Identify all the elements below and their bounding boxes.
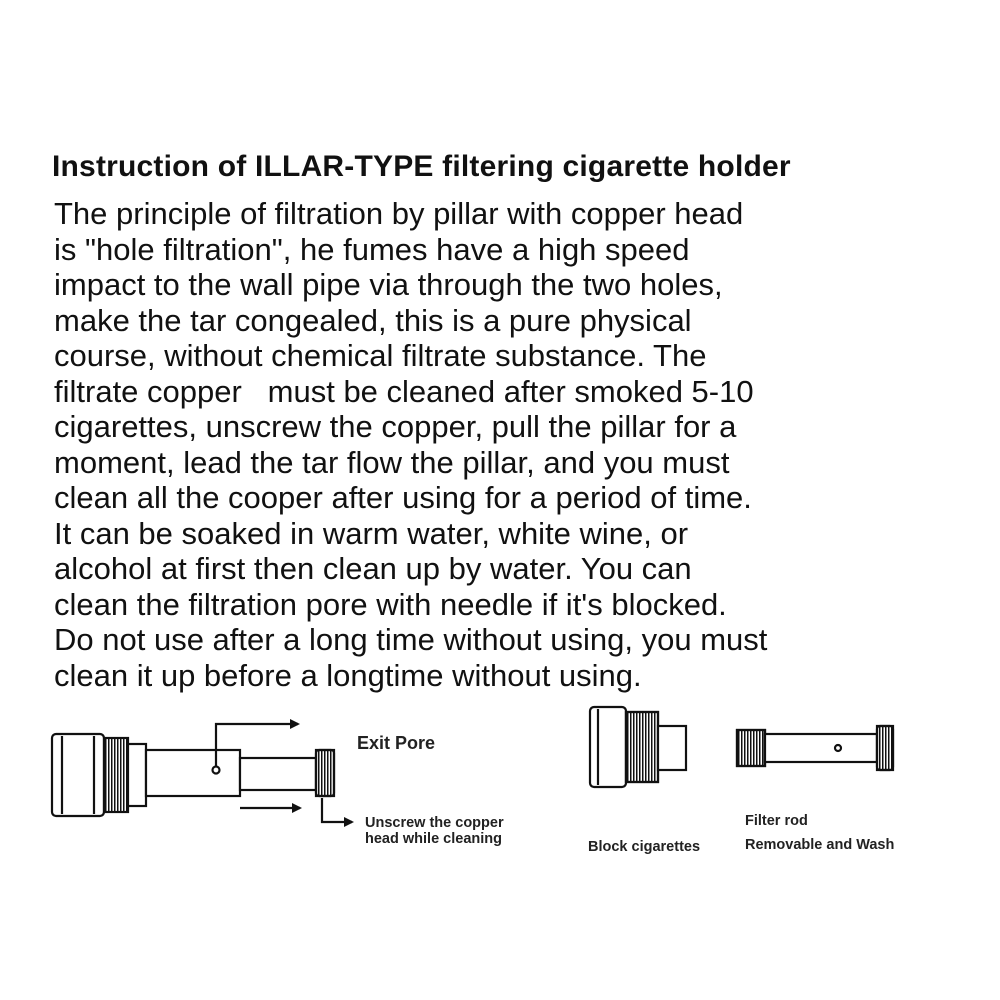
- filter-rod-drawing: [737, 726, 893, 770]
- body-line: cigarettes, unscrew the copper, pull the pillar for a: [54, 409, 737, 444]
- body-line: course, without chemical filtrate substance. The: [54, 338, 707, 373]
- assembled-holder-drawing: [52, 734, 334, 816]
- body-line: is "hole filtration", he fumes have a high speed: [54, 231, 690, 267]
- unscrew-label: [365, 815, 504, 847]
- body-line: Do not use after a long time without using, you must: [54, 622, 768, 657]
- body-line: clean the filtration pore with needle if it's blocked.: [54, 586, 727, 622]
- body-line: It can be soaked in warm water, white wine, or: [54, 515, 689, 551]
- unscrew-label-line1: Unscrew the copper: [365, 815, 504, 831]
- body-line: The principle of filtration by pillar with copper head: [54, 196, 744, 231]
- exit-pore-label: Exit Pore: [357, 733, 436, 753]
- body-line: clean all the cooper after using for a period of time.: [54, 480, 752, 515]
- body-line: moment, lead the tar flow the pillar, and you must: [54, 444, 730, 480]
- block-cigarettes-drawing: [590, 707, 686, 787]
- holder-diagrams: [0, 690, 1000, 890]
- removable-wash-label: Removable and Wash: [745, 837, 895, 853]
- body-line: make the tar congealed, this is a pure physical: [54, 302, 692, 338]
- instruction-body: [54, 196, 954, 693]
- body-line: clean it up before a longtime without using.: [54, 657, 642, 693]
- block-cigarettes-label: Block cigarettes: [588, 839, 701, 855]
- document-title: Instruction of ILLAR-TYPE filtering cigarette holder: [52, 150, 791, 183]
- body-line: filtrate copper must be cleaned after smoked 5-10: [54, 373, 754, 409]
- unscrew-arrow: [322, 798, 352, 822]
- filter-rod-label: Filter rod: [745, 813, 808, 829]
- unscrew-label-line2: head while cleaning: [365, 831, 502, 847]
- body-line: impact to the wall pipe via through the two holes,: [54, 267, 723, 302]
- body-line: alcohol at first then clean up by water. You can: [54, 551, 692, 586]
